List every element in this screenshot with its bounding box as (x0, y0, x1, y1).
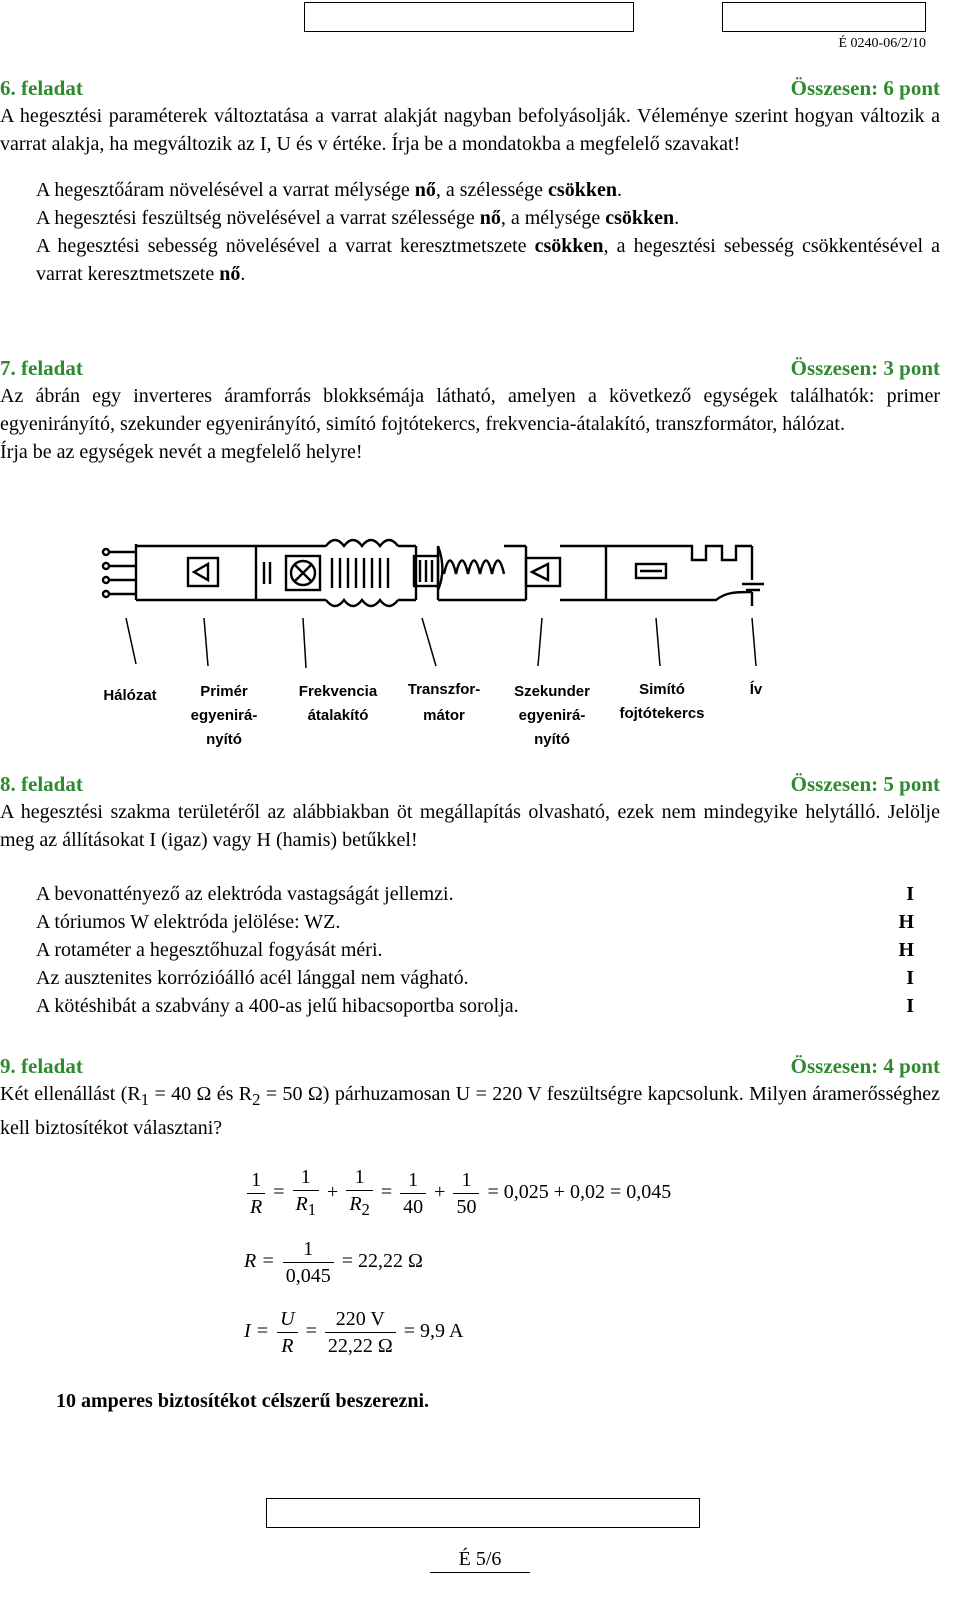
task-6-intro: A hegesztési paraméterek változtatása a varrat alakját nagyban befolyásolják. Véleménye szerint hogyan változik a varrat alakja, ha megváltozik az I, U és v értéke. Írja be a mondatokba a megfelelő szavakat! (0, 105, 940, 155)
task-7-intro: Az ábrán egy inverteres áramforrás blokksémája látható, amelyen a következő egységek találhatók: primer egyenirányító, szekunder egyenirányító, simító fojtótekercs, frekvencia-átalakító, transzformátor, hálózat. (0, 385, 940, 435)
task-7 (0, 354, 950, 466)
task-8-title: 8. feladat (0, 772, 83, 796)
task-6-title: 6. feladat (0, 76, 83, 100)
statement-row: A tóriumos W elektróda jelölése: WZ. H (36, 908, 914, 936)
label-szekunder-2: egyenirá- (518, 707, 586, 724)
page-number: É 5/6 (458, 1548, 502, 1570)
label-szekunder-1: Szekunder (514, 683, 590, 700)
task-8-points: Összesen: 5 pont (790, 772, 940, 796)
task-9-intro: Két ellenállást ($R_1 = 40$ Ω és $R_2 = 50$ Ω) párhuzamosan U = 220 V feszültségre kapcsolunk. Milyen áramerősséghez kell biztosítékot választani? (0, 1083, 940, 1139)
diagram-labels (103, 681, 763, 748)
task-9-title: 9. feladat (0, 1054, 83, 1078)
statement-row: Az ausztenites korrózióálló acél lánggal nem vágható. I (36, 964, 914, 992)
formula-current: I = $\frac{U}{R}$ = $\frac{220 V}{22,22 \Omega}$ = 9,9 A (244, 1308, 464, 1357)
label-primer-3: nyító (206, 731, 242, 748)
page-number-underline (430, 1572, 530, 1573)
label-primer-2: egyenirá- (190, 707, 258, 724)
header-box-left (304, 2, 634, 32)
task-8 (0, 770, 950, 1020)
header-box-right (722, 2, 926, 32)
answer-mark: H (898, 911, 914, 933)
footer-box (266, 1498, 700, 1528)
inverter-block-diagram (96, 536, 776, 756)
answer-mark: I (906, 883, 914, 905)
task-7-points: Összesen: 3 pont (790, 356, 940, 380)
label-frekvencia-2: átalakító (307, 707, 369, 724)
task-6 (0, 74, 950, 288)
label-simito-1: Simító (639, 681, 685, 698)
formula-resistance: R = $\frac{1}{0,045}$ = 22,22 Ω (244, 1238, 423, 1287)
statement-row: A kötéshibát a szabvány a 400-as jelű hibacsoportba sorolja. I (36, 992, 914, 1020)
task-8-intro: A hegesztési szakma területéről az alábbiakban öt megállapítás olvasható, ezek nem mindegyike helytálló. Jelölje meg az állításokat I (igaz) vagy H (hamis) betűkkel! (0, 801, 940, 851)
answer-mark: I (906, 995, 914, 1017)
answer-mark: I (906, 967, 914, 989)
label-transzformator-1: Transzfor- (407, 681, 481, 698)
task-9-points: Összesen: 4 pont (790, 1054, 940, 1078)
task-6-sentence-3: A hegesztési sebesség növelésével a varrat keresztmetszete csökken, a hegesztési sebesség csökkentésével a varrat keresztmetszete nő. (36, 235, 940, 285)
label-halozat: Hálózat (103, 687, 157, 704)
statement-row: A rotaméter a hegesztőhuzal fogyását méri. H (36, 936, 914, 964)
task-6-points: Összesen: 6 pont (790, 76, 940, 100)
document-code: É 0240-06/2/10 (838, 36, 926, 51)
task-9-conclusion: 10 amperes biztosítékot célszerű beszerezni. (56, 1390, 430, 1412)
label-simito-2: fojtótekercs (619, 705, 705, 722)
statement-row: A bevonattényező az elektróda vastagságát jellemzi. I (36, 880, 914, 908)
task-6-sentence-2: A hegesztési feszültség növelésével a varrat szélessége nő, a mélysége csökken. (36, 207, 680, 229)
task-6-sentence-1: A hegesztőáram növelésével a varrat mélysége nő, a szélessége csökken. (36, 179, 622, 201)
task-7-instruction: Írja be az egységek nevét a megfelelő helyre! (0, 441, 363, 463)
task-7-title: 7. feladat (0, 356, 83, 380)
label-iv: Ív (749, 681, 763, 698)
formula-parallel-resistance: $\frac{1}{R}$ = $\frac{1}{R_1}$ + $\frac{1}{R_2}$ = $\frac{1}{40}$ + $\frac{1}{50}$ = 0,025 + 0,02 = 0,045 (244, 1164, 671, 1223)
label-frekvencia-1: Frekvencia (298, 683, 378, 700)
label-primer-1: Primér (200, 683, 248, 700)
task-9 (0, 1052, 950, 1142)
answer-mark: H (898, 939, 914, 961)
label-szekunder-3: nyító (534, 731, 570, 748)
label-transzformator-2: mátor (423, 707, 465, 724)
